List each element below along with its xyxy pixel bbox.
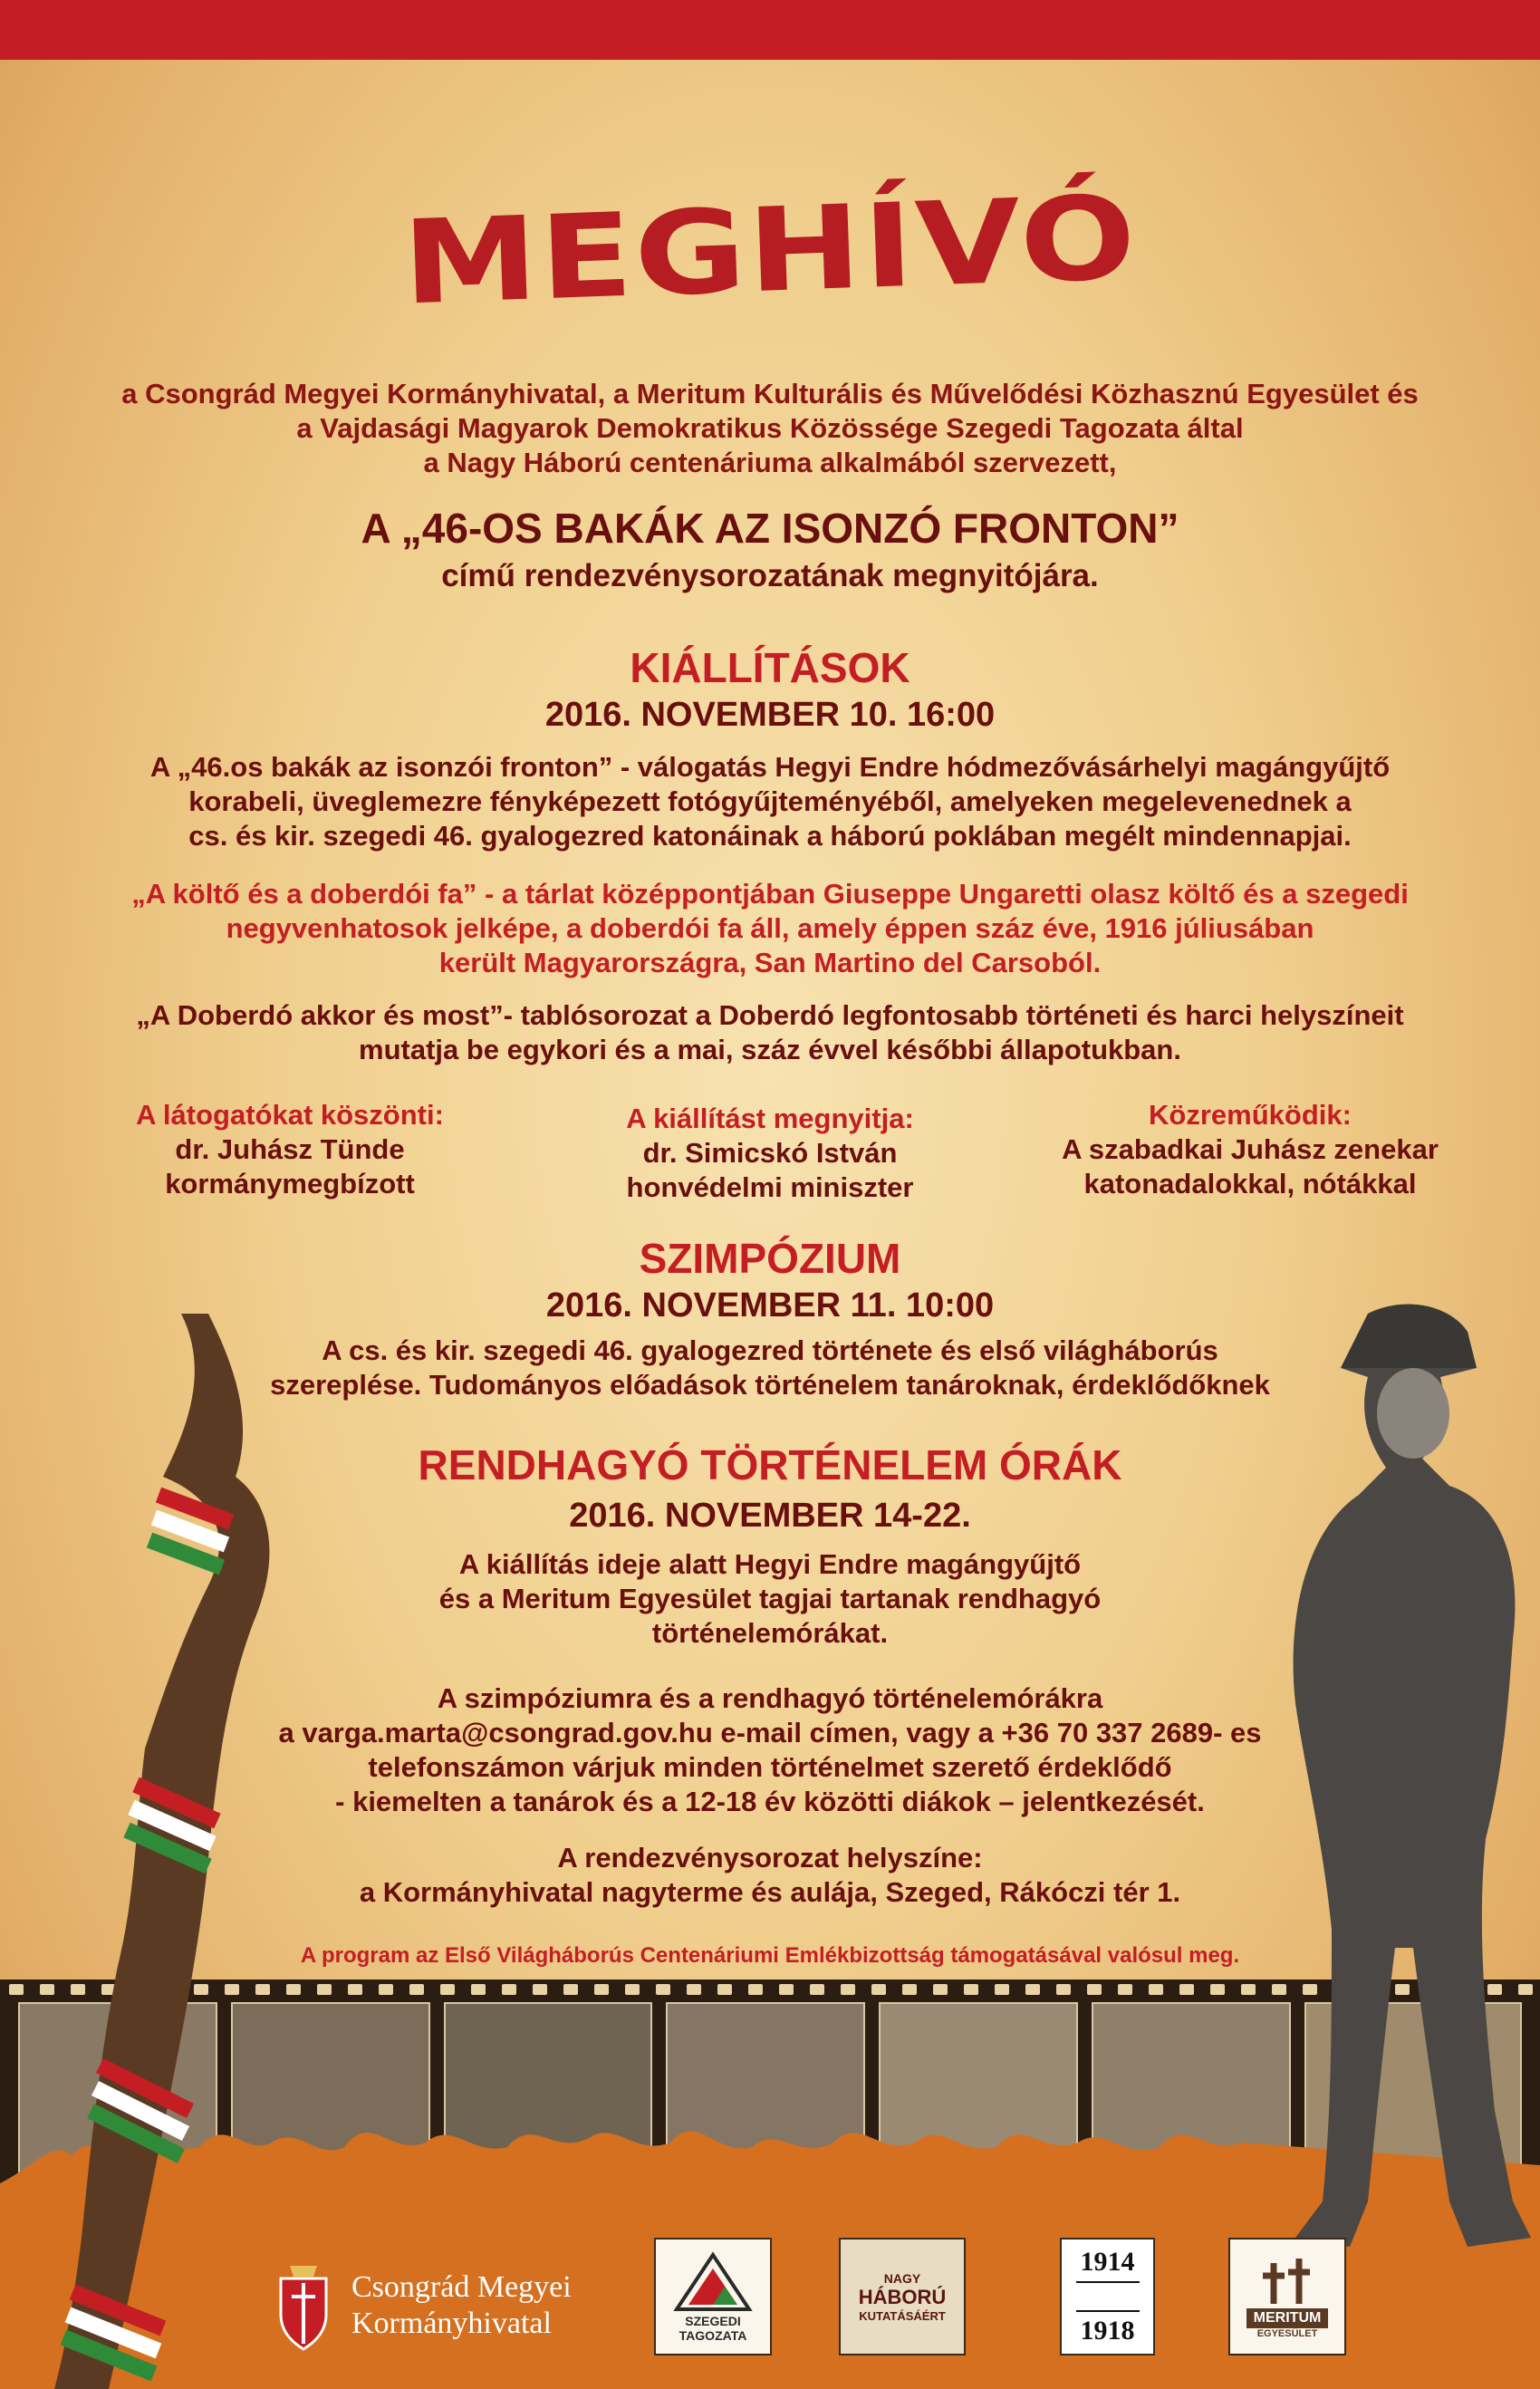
poster-title: MEGHÍVÓ [400,170,1140,332]
event-title: A „46-OS BAKÁK AZ ISONZÓ FRONTON” [361,505,1179,552]
filmstrip-hole [1025,1984,1040,1995]
centenarium-divider [1076,2281,1140,2312]
filmstrip-hole [748,1984,763,1995]
meritum-logo-text: MERITUM [1246,2308,1329,2328]
paragraph-line: A kiállítás ideje alatt Hegyi Endre magángyűjtő [458,1548,1082,1580]
intro-text [0,377,1540,480]
intro-line: a Nagy Háború centenáriuma alkalmából szervezett, [423,447,1117,478]
soldier-figure-icon [1241,1296,1540,2256]
filmstrip-hole [1149,1984,1163,1995]
symposium-date: 2016. NOVEMBER 11. 10:00 [545,1286,995,1325]
greeter-column [82,1098,498,1201]
paragraph-line: „A Doberdó akkor és most”- tablósorozat a Doberdó legfontosabb történeti és harci helyszíneit [136,999,1404,1031]
column-label: A kiállítást megnyitja: [626,1103,914,1134]
lessons-heading: RENDHAGYÓ TÖRTÉNELEM ÓRÁK [418,1441,1122,1488]
filmstrip-hole [594,1984,609,1995]
filmstrip-hole [379,1984,393,1995]
crosses-icon [1256,2254,1319,2308]
centenarium-year: 1918 [1080,2316,1135,2346]
paragraph-line: történelemórákat. [651,1617,889,1649]
filmstrip-hole [1087,1984,1102,1995]
paragraph-line: a varga.marta@csongrad.gov.hu e-mail címen, vagy a +36 70 337 2689- es [278,1717,1262,1748]
paragraph-line: telefonszámon várjuk minden történelmet szerető érdeklődő [368,1751,1172,1783]
paragraph-line: A rendezvénysorozat helyszíne: [557,1842,983,1874]
paragraph-line: - kiemelten a tanárok és a 12-18 év közötti diákok – jelentkezését. [335,1786,1205,1817]
paragraph-line: került Magyarországra, San Martino del Carsoból. [438,947,1102,978]
sponsor-footnote: A program az Első Világháborús Centenáriumi Emlékbizottság támogatásával valósul meg. [300,1943,1240,1968]
top-red-bar [0,0,1540,60]
filmstrip-hole [995,1984,1009,1995]
paragraph-line: szereplése. Tudományos előadások történelem tanároknak, érdeklődőknek [270,1369,1270,1401]
filmstrip-hole [902,1984,917,1995]
filmstrip-hole [871,1984,886,1995]
intro-line: a Csongrád Megyei Kormányhivatal, a Meritum Kulturális és Művelődési Közhasznú Egyesület és [121,378,1419,409]
nagy-haboru-logo [839,2238,966,2355]
filmstrip-hole [810,1984,824,1995]
intro-line: a Vajdasági Magyarok Demokratikus Közössége Szegedi Tagozata által [296,412,1244,444]
filmstrip-hole [502,1984,516,1995]
filmstrip-hole [1210,1984,1225,1995]
event-subtitle: című rendezvénysorozatának megnyitójára. [441,558,1099,593]
paragraph-line: mutatja be egykori és a mai, száz évvel későbbi állapotukban. [359,1034,1181,1065]
filmstrip-hole [841,1984,855,1995]
paragraph-line: „A költő és a doberdói fa” - a tárlat középpontjában Giuseppe Ungaretti olasz költő és a szegedi [131,878,1409,910]
filmstrip-hole [1056,1984,1071,1995]
centenarium-logo [1060,2238,1155,2355]
filmstrip-hole [409,1984,424,1995]
nagy-haboru-logo-line: KUTATÁSÁÉRT [859,2308,946,2323]
paragraph-line: a Kormányhivatal nagyterme és aulája, Szeged, Rákóczi tér 1. [359,1876,1181,1908]
paragraph-line: és a Meritum Egyesület tagjai tartanak rendhagyó [438,1583,1102,1614]
lessons-date: 2016. NOVEMBER 14-22. [569,1497,971,1535]
meritum-logo-subtext: EGYESÜLET [1256,2328,1318,2339]
exhibitions-heading: KIÁLLÍTÁSOK [630,644,910,691]
vmdk-logo-text: SZEGEDI TAGOZATA [679,2314,747,2343]
column-line: katonadalokkal, nótákkal [1083,1168,1417,1199]
column-line: honvédelmi miniszter [626,1171,914,1203]
coat-of-arms-icon [272,2260,335,2351]
column-line: dr. Simicskó István [642,1137,898,1169]
exhibition-paragraph-3 [0,998,1540,1067]
column-line: A szabadkai Juhász zenekar [1062,1133,1439,1165]
meritum-logo [1228,2238,1346,2355]
filmstrip-hole [348,1984,362,1995]
paragraph-line: korabeli, üveglemezre fényképezett fotógyűjteményéből, amelyeken megelevenednek a [188,785,1352,817]
paragraph-line: A szimpóziumra és a rendhagyó történelemórákra [437,1682,1103,1714]
filmstrip-hole [317,1984,332,1995]
column-line: kormánymegbízott [165,1168,415,1199]
filmstrip-hole [563,1984,578,1995]
paragraph-line: cs. és kir. szegedi 46. gyalogezred katonáinak a háború poklában megélt mindennapjai. [188,820,1352,852]
filmstrip-hole [471,1984,486,1995]
contributor-column [1033,1098,1468,1201]
column-line: dr. Juhász Tünde [175,1133,405,1165]
filmstrip-hole [933,1984,948,1995]
filmstrip-hole [533,1984,547,1995]
filmstrip-hole [717,1984,732,1995]
paragraph-line: negyvenhatosok jelképe, a doberdói fa áll, amely éppen száz éve, 1916 júliusában [226,912,1314,944]
symposium-heading: SZIMPÓZIUM [639,1235,901,1282]
filmstrip-hole [964,1984,978,1995]
branch-with-ribbon-icon [0,1314,299,2389]
opener-column [562,1102,978,1205]
paragraph-line: A cs. és kir. szegedi 46. gyalogezred története és első világháborús [322,1334,1218,1366]
csongrad-logo-line: Csongrád Megyei [351,2270,572,2304]
filmstrip-hole [1118,1984,1132,1995]
filmstrip-hole [625,1984,640,1995]
filmstrip-hole [687,1984,701,1995]
centenarium-year: 1914 [1080,2247,1135,2277]
column-label: Közreműködik: [1149,1099,1352,1131]
csongrad-logo-line: Kormányhivatal [351,2307,552,2340]
nagy-haboru-logo-line: HÁBORÚ [858,2285,947,2308]
filmstrip-hole [656,1984,670,1995]
vmdk-logo [654,2238,772,2355]
filmstrip-hole [1179,1984,1194,1995]
nagy-haboru-logo-line: NAGY [883,2270,921,2286]
exhibition-paragraph-1 [0,750,1540,853]
csongrad-kormanyhivatal-logo [272,2256,598,2355]
exhibitions-date: 2016. NOVEMBER 10. 16:00 [544,696,996,734]
filmstrip-hole [440,1984,455,1995]
vmdk-triangle-icon [672,2250,754,2314]
paragraph-line: A „46.os bakák az isonzói fronton” - válogatás Hegyi Endre hódmezővásárhelyi magángyűjtő [149,751,1391,783]
column-label: A látogatókat köszönti: [136,1099,444,1131]
exhibition-paragraph-2 [0,877,1540,980]
filmstrip-hole [779,1984,794,1995]
